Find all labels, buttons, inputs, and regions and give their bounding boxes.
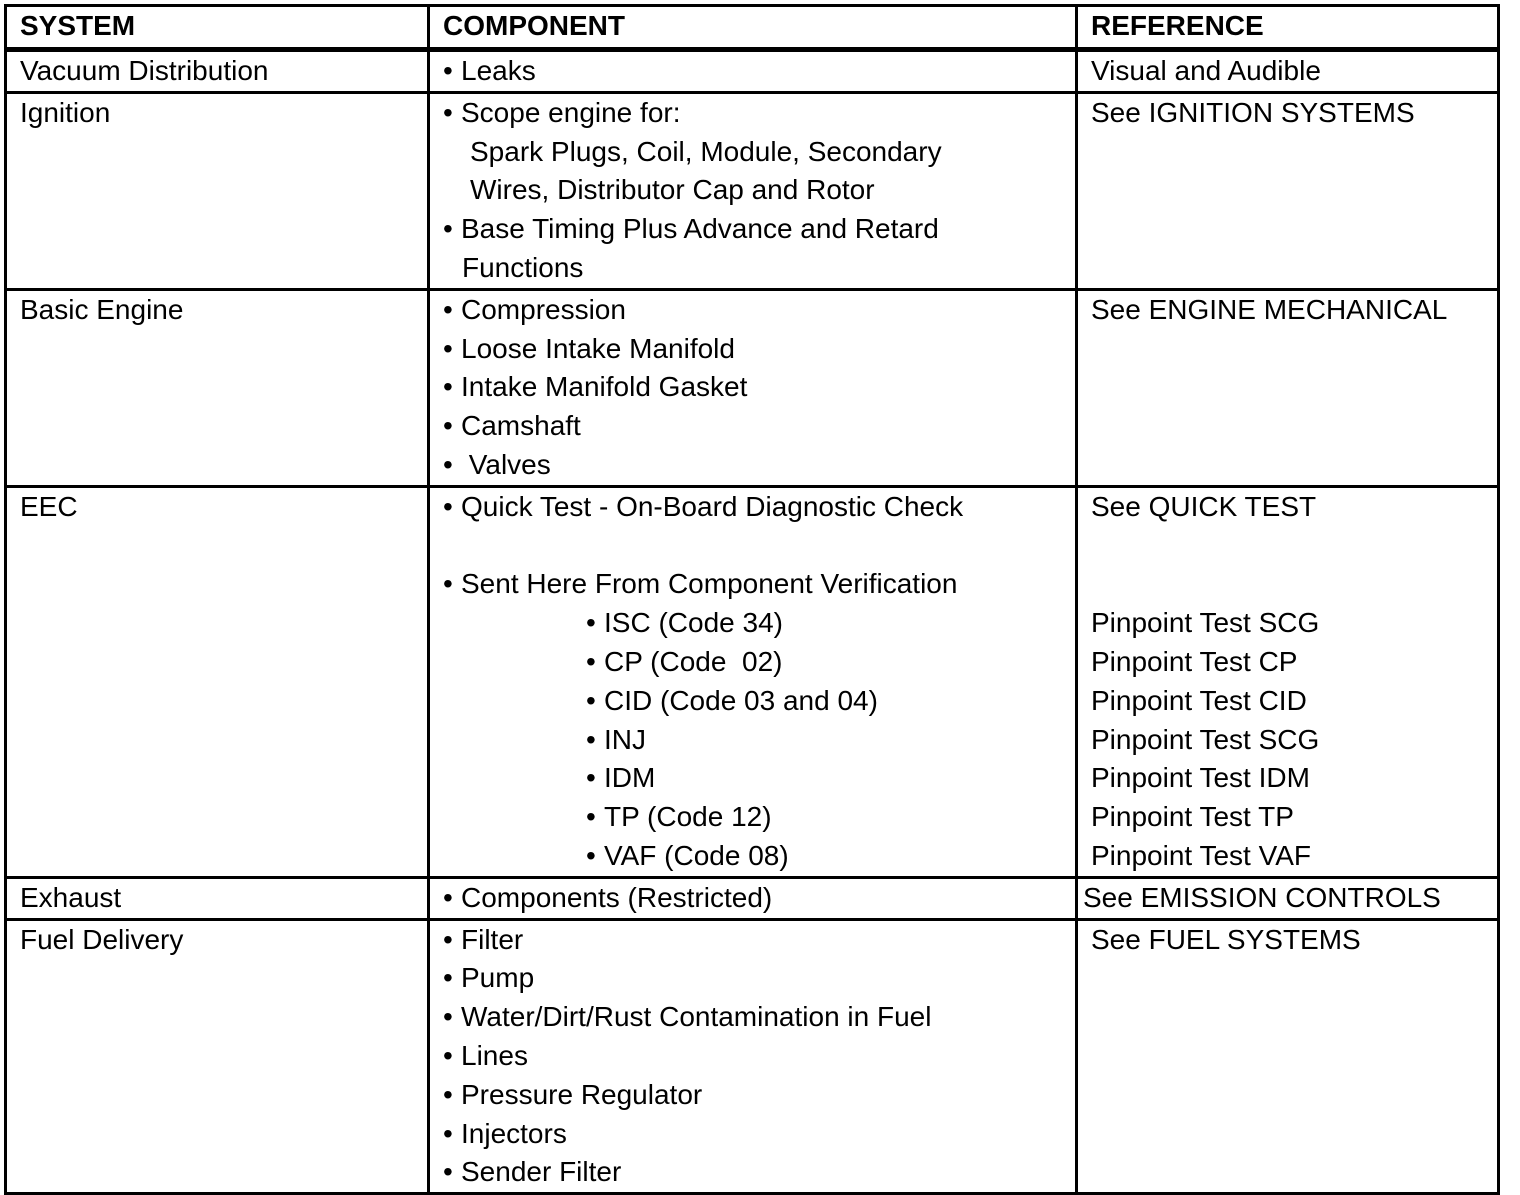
system-cell: Ignition: [6, 92, 429, 289]
header-row: [6, 6, 1499, 50]
table-row: [6, 50, 1499, 93]
component-cell: • Components (Restricted): [429, 877, 1077, 919]
table-row: [6, 877, 1499, 919]
reference-cell: See QUICK TEST Pinpoint Test SCG Pinpoint Test CP Pinpoint Test CID Pinpoint Test SCG Pinpoint Test IDM Pinpoint Test TP Pinpoint Test VAF: [1077, 486, 1499, 877]
reference-cell: See IGNITION SYSTEMS: [1077, 92, 1499, 289]
header-system: SYSTEM: [6, 6, 429, 50]
system-cell: Exhaust: [6, 877, 429, 919]
component-cell: • Filter • Pump • Water/Dirt/Rust Contamination in Fuel • Lines • Pressure Regulator • Injectors • Sender Filter: [429, 919, 1077, 1194]
component-cell: • Compression • Loose Intake Manifold • Intake Manifold Gasket • Camshaft • Valves: [429, 289, 1077, 486]
reference-cell: See FUEL SYSTEMS: [1077, 919, 1499, 1194]
diagnostic-table: [4, 4, 1500, 1195]
system-cell: EEC: [6, 486, 429, 877]
component-cell: • Scope engine for: Spark Plugs, Coil, Module, Secondary Wires, Distributor Cap and Rotor • Base Timing Plus Advance and Retard Functions: [429, 92, 1077, 289]
reference-cell: Visual and Audible: [1077, 50, 1499, 93]
system-cell: Basic Engine: [6, 289, 429, 486]
reference-cell: See EMISSION CONTROLS: [1077, 877, 1499, 919]
component-cell: • Leaks: [429, 50, 1077, 93]
header-reference: REFERENCE: [1077, 6, 1499, 50]
table-row: [6, 486, 1499, 877]
table-row: [6, 92, 1499, 289]
system-cell: Fuel Delivery: [6, 919, 429, 1194]
reference-cell: See ENGINE MECHANICAL: [1077, 289, 1499, 486]
table-row: [6, 919, 1499, 1194]
system-cell: Vacuum Distribution: [6, 50, 429, 93]
component-cell: • Quick Test - On-Board Diagnostic Check • Sent Here From Component Verification • ISC (Code 34) • CP (Code 02) • CID (Code 03 and 04) • INJ • IDM • TP (Code 12) • VAF (Code 08): [429, 486, 1077, 877]
table-row: [6, 289, 1499, 486]
header-component: COMPONENT: [429, 6, 1077, 50]
